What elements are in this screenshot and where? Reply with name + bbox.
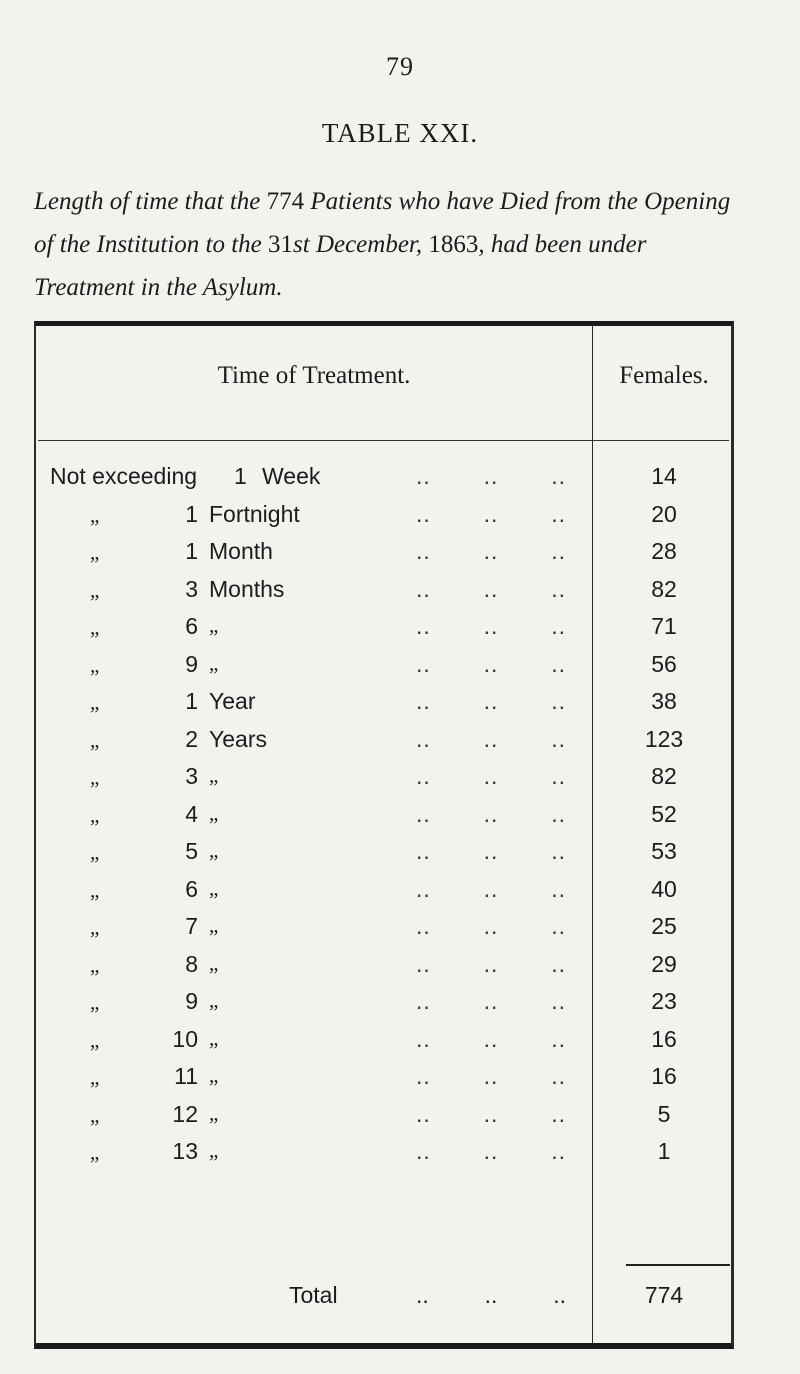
row-unit: „ (209, 1063, 219, 1087)
row-quantity: 13 (172, 1138, 198, 1164)
leader-dots: .. .. .. (416, 988, 566, 1014)
caption-text: Patients who have Died from the Opening of the Institution to the (34, 188, 731, 258)
ditto-mark: „ (90, 877, 100, 902)
table-row (36, 538, 736, 576)
row-females-count: 16 (651, 1025, 677, 1052)
row-unit: Years (209, 725, 267, 752)
leader-dots: .. .. .. (416, 613, 566, 639)
row-females-count: 20 (651, 500, 677, 527)
table-row (36, 651, 736, 689)
total-rule (626, 1264, 730, 1266)
table-row (36, 501, 736, 539)
ditto-mark: „ (90, 1140, 100, 1164)
ditto-mark: „ (90, 802, 100, 827)
row-females-count: 28 (651, 538, 677, 564)
row-females-count: 5 (657, 1100, 671, 1127)
leader-dots: .. .. .. (416, 688, 566, 714)
total-label: Total (289, 1282, 338, 1308)
caption-comma: , (415, 231, 429, 258)
page-number: 79 (386, 52, 414, 81)
ditto-mark: „ (90, 502, 100, 527)
leader-dots: .. .. .. (416, 1100, 566, 1127)
row-quantity: 11 (174, 1063, 198, 1089)
row-unit: „ (209, 800, 219, 825)
ditto-mark: „ (90, 727, 100, 752)
row-quantity: 9 (185, 650, 198, 677)
row-females-count: 56 (651, 650, 677, 677)
leader-dots: .. .. .. (416, 1063, 566, 1089)
caption-text: , had been under Treatment in the Asylum. (34, 231, 647, 301)
caption-date-text: st December (293, 231, 416, 258)
leader-dots: .. .. .. (416, 875, 566, 902)
ditto-mark: „ (90, 915, 100, 939)
ditto-mark: „ (90, 1065, 100, 1089)
ditto-mark: „ (90, 652, 100, 677)
row-females-count: 53 (651, 838, 677, 864)
row-prefix: Not exceeding (50, 463, 198, 489)
row-quantity: 10 (172, 1025, 198, 1052)
row-unit: „ (209, 838, 219, 862)
table-row (36, 913, 736, 951)
row-quantity: 8 (185, 950, 198, 977)
data-table (34, 321, 734, 1349)
row-unit: „ (209, 913, 219, 937)
row-unit: „ (209, 875, 219, 900)
row-unit: „ (209, 988, 219, 1012)
row-unit: „ (209, 613, 219, 637)
row-unit: „ (209, 950, 219, 975)
table-title: TABLE XXI. (321, 118, 479, 148)
leader-dots: .. .. .. (416, 1282, 566, 1308)
ditto-mark: „ (90, 952, 100, 977)
row-quantity: 3 (185, 763, 198, 789)
row-quantity: 12 (172, 1100, 198, 1127)
row-females-count: 25 (651, 913, 677, 939)
leader-dots: .. .. .. (416, 463, 566, 489)
caption-patient-count: 774 (266, 188, 305, 215)
row-females-count: 1 (657, 1138, 671, 1164)
ditto-mark: „ (90, 540, 100, 564)
caption-year: 1863 (428, 231, 479, 258)
table-row (36, 688, 736, 726)
table-row (36, 576, 736, 614)
leader-dots: .. .. .. (416, 950, 566, 977)
row-females-count: 52 (651, 800, 677, 827)
row-females-count: 82 (651, 575, 677, 602)
row-females-count: 29 (651, 950, 677, 977)
leader-dots: .. .. .. (416, 650, 566, 677)
row-unit: „ (209, 1100, 219, 1125)
row-unit: „ (209, 1025, 219, 1050)
table-row (36, 988, 736, 1026)
leader-dots: .. .. .. (416, 500, 566, 527)
row-females-count: 40 (651, 875, 677, 902)
table-row (36, 463, 736, 501)
ditto-mark: „ (90, 840, 100, 864)
row-quantity: 1 (185, 500, 198, 527)
leader-dots: .. .. .. (416, 575, 566, 602)
row-females-count: 38 (651, 688, 677, 714)
ditto-mark: „ (90, 1027, 100, 1052)
leader-dots: .. .. .. (416, 763, 566, 789)
ditto-mark: „ (90, 990, 100, 1014)
row-unit: Year (209, 688, 256, 714)
table-row (36, 1026, 736, 1064)
row-quantity: 2 (185, 725, 198, 752)
table-row (36, 838, 736, 876)
table-row (36, 951, 736, 989)
row-quantity: 3 (185, 575, 198, 602)
table-body (36, 463, 736, 1176)
header-females: Females. (619, 362, 709, 389)
row-females-count: 123 (644, 725, 684, 752)
row-females-count: 14 (651, 463, 677, 489)
ditto-mark: „ (90, 577, 100, 602)
row-quantity: 1 (185, 538, 198, 564)
leader-dots: .. .. .. (416, 838, 566, 864)
row-unit: „ (209, 763, 219, 787)
row-unit: Week (262, 463, 321, 489)
row-quantity: 7 (185, 913, 198, 939)
row-females-count: 23 (651, 988, 677, 1014)
row-unit: Fortnight (209, 500, 300, 527)
table-row (36, 1101, 736, 1139)
row-females-count: 82 (651, 763, 677, 789)
leader-dots: .. .. .. (416, 538, 566, 564)
leader-dots: .. .. .. (416, 913, 566, 939)
row-quantity: 1 (185, 688, 198, 714)
ditto-mark: „ (90, 690, 100, 714)
leader-dots: .. .. .. (416, 725, 566, 752)
leader-dots: .. .. .. (416, 1025, 566, 1052)
row-quantity: 9 (185, 988, 198, 1014)
table-row (36, 801, 736, 839)
leader-dots: .. .. .. (416, 1138, 566, 1164)
header-time-of-treatment: Time of Treatment. (217, 362, 411, 389)
header-rule (38, 440, 729, 441)
ditto-mark: „ (90, 1102, 100, 1127)
table-row (36, 1138, 736, 1176)
table-row (36, 613, 736, 651)
row-quantity: 6 (185, 613, 198, 639)
row-quantity: 6 (185, 875, 198, 902)
total-value: 774 (644, 1282, 684, 1308)
row-unit: Month (209, 538, 273, 564)
row-quantity: 4 (185, 800, 198, 827)
row-females-count: 16 (651, 1063, 677, 1089)
row-unit: „ (209, 650, 219, 675)
table-row (36, 763, 736, 801)
leader-dots: .. .. .. (416, 800, 566, 827)
table-row (36, 1063, 736, 1101)
caption-date-number: 31 (268, 231, 294, 258)
row-quantity: 5 (185, 838, 198, 864)
row-females-count: 71 (651, 613, 677, 639)
ditto-mark: „ (90, 615, 100, 639)
table-caption (34, 180, 740, 309)
caption-text: Length of time that the (34, 188, 267, 215)
table-row (36, 876, 736, 914)
table-row (36, 726, 736, 764)
row-unit: Months (209, 575, 285, 602)
row-quantity: 1 (234, 463, 247, 489)
row-unit: „ (209, 1138, 219, 1162)
ditto-mark: „ (90, 765, 100, 789)
